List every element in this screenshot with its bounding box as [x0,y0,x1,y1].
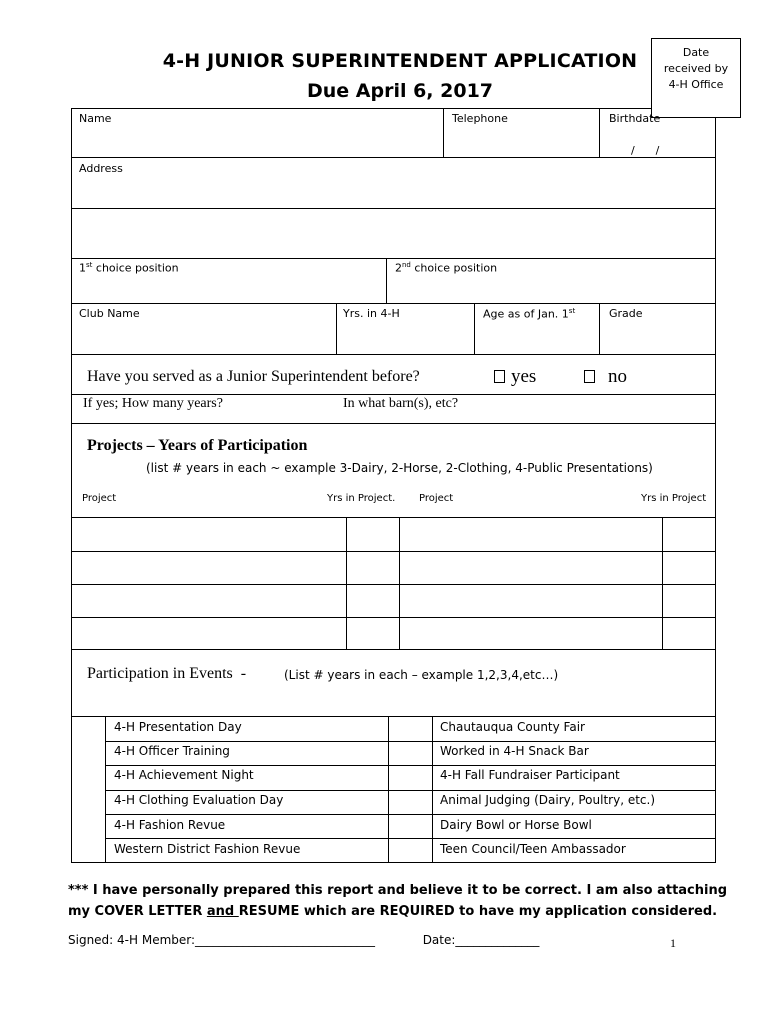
second-choice-label: 2nd choice position [395,261,498,275]
divider [346,517,347,649]
yes-checkbox[interactable] [494,370,505,383]
years-in-4h-label: Yrs. in 4-H [343,307,400,320]
how-many-years-label: If yes; How many years? [83,396,223,411]
birthdate-field-label: Birthdate [609,112,661,125]
no-checkbox[interactable] [584,370,595,383]
divider [105,814,715,815]
divider [105,716,106,862]
yes-label: yes [511,366,537,387]
project-column-header: Project [82,493,117,504]
event-label: Worked in 4-H Snack Bar [440,744,589,758]
event-label: 4-H Clothing Evaluation Day [114,793,284,807]
divider [336,303,337,354]
divider [599,303,600,354]
years-in-project-column-header: Yrs in Project. [327,493,396,504]
divider [72,208,715,209]
date-received-line2: received by [663,62,729,75]
projects-heading: Projects – Years of Participation [87,437,308,454]
divider [72,354,715,355]
page-number: 1 [670,936,676,950]
divider [386,258,387,303]
divider [72,617,715,618]
divider [72,517,715,518]
event-label: Chautauqua County Fair [440,720,585,734]
date-received-line3: 4-H Office [668,78,724,91]
event-label: Animal Judging (Dairy, Poultry, etc.) [440,793,656,807]
date-received-box [651,38,741,118]
no-label: no [608,366,627,387]
age-label: Age as of Jan. 1st [483,307,576,321]
divider [72,423,715,424]
club-name-label: Club Name [79,307,140,320]
project-column-header: Project [419,493,454,504]
divider [599,109,600,157]
divider [72,303,715,304]
divider [388,716,389,862]
date-received-line1: Date [682,46,710,59]
telephone-field-label: Telephone [452,112,508,125]
date-blank[interactable]: ______________ [455,933,540,947]
date-label: Date: [422,933,456,947]
divider [72,649,715,650]
divider [474,303,475,354]
signature-line [68,933,539,947]
divider [432,716,433,862]
certification-statement: *** I have personally prepared this report and believe it to be correct. I am also attaching my COVER LETTER and RESUME which are REQUIRED to have my application considered. [68,883,728,919]
served-question: Have you served as a Junior Superintendent before? [87,368,420,385]
divider [105,741,715,742]
due-date: Due April 6, 2017 [306,80,494,102]
divider [662,517,663,649]
event-label: Dairy Bowl or Horse Bowl [440,818,592,832]
events-heading: Participation in Events - [87,665,247,682]
divider [72,584,715,585]
birthdate-slashes: / / [631,144,660,157]
divider [72,394,715,395]
grade-label: Grade [609,307,643,320]
divider [72,716,715,717]
divider [443,109,444,157]
signed-label: Signed: 4-H Member: [68,933,196,947]
projects-instructions: (list # years in each ~ example 3-Dairy, 2-Horse, 2-Clothing, 4-Public Presentations) [146,461,653,475]
event-label: 4-H Presentation Day [114,720,242,734]
event-label: Western District Fashion Revue [114,842,301,856]
divider [72,551,715,552]
event-label: 4-H Officer Training [114,744,230,758]
event-label: 4-H Fashion Revue [114,818,226,832]
divider [105,790,715,791]
divider [72,157,715,158]
name-field-label: Name [79,112,112,125]
form-title: 4-H JUNIOR SUPERINTENDENT APPLICATION [162,50,638,72]
event-label: 4-H Achievement Night [114,768,254,782]
event-label: 4-H Fall Fundraiser Participant [440,768,620,782]
divider [105,838,715,839]
which-barn-label: In what barn(s), etc? [343,396,459,411]
divider [399,517,400,649]
years-in-project-column-header: Yrs in Project [641,493,707,504]
event-label: Teen Council/Teen Ambassador [440,842,626,856]
events-instructions: (List # years in each – example 1,2,3,4,etc…) [284,668,559,682]
divider [72,258,715,259]
signature-blank[interactable]: ______________________________ [195,933,376,947]
address-field-label: Address [79,162,123,175]
divider [105,765,715,766]
first-choice-label: 1st choice position [79,261,179,275]
